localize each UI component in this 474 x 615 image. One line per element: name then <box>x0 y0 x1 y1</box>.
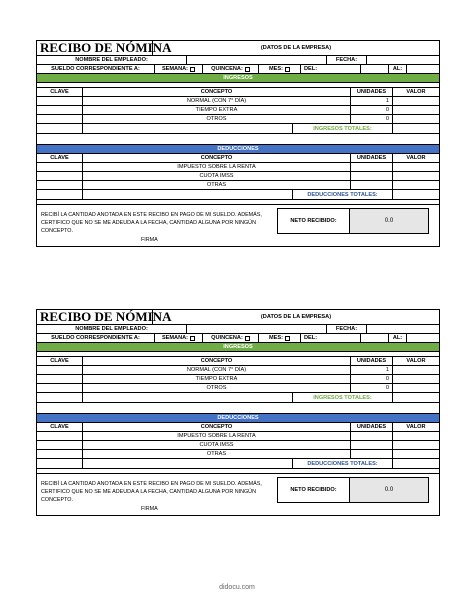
col-unidades: UNIDADES <box>351 357 393 365</box>
from-label: DEL: <box>304 335 318 341</box>
clave-cell[interactable] <box>37 172 83 180</box>
monthly-label: MES: <box>269 335 283 341</box>
clave-cell[interactable] <box>37 432 83 440</box>
date-label: FECHA: <box>327 56 367 64</box>
weekly-label: SEMANA: <box>161 66 189 72</box>
receipt-title: RECIBO DE NÓMINA <box>37 310 153 324</box>
employee-label: NOMBRE DEL EMPLEADO: <box>37 56 187 64</box>
col-valor: VALOR <box>406 358 426 364</box>
net-received-label: NETO RECIBIDO: <box>278 209 350 233</box>
clave-cell[interactable] <box>37 366 83 374</box>
table-row <box>36 450 440 459</box>
col-valor: VALOR <box>406 424 426 430</box>
concepto-cell: CUOTA IMSS <box>83 441 351 449</box>
date-label: FECHA: <box>327 325 367 333</box>
concepto-cell: TIEMPO EXTRA <box>83 375 351 383</box>
unidades-cell[interactable] <box>351 163 393 171</box>
signature-label: FIRMA <box>141 237 158 243</box>
unidades-cell[interactable] <box>351 172 393 180</box>
deducciones-total-row <box>36 190 440 200</box>
col-concepto: CONCEPTO <box>83 154 351 162</box>
weekly-option[interactable] <box>155 334 203 342</box>
deducciones-rows <box>36 163 440 190</box>
unidades-cell: 0 <box>351 106 393 114</box>
ingresos-total-row <box>36 393 440 403</box>
valor-cell[interactable] <box>393 163 439 171</box>
ingresos-total-label: INGRESOS TOTALES: <box>293 393 393 402</box>
concepto-cell: IMPUESTO SOBRE LA RENTA <box>83 163 351 171</box>
deducciones-header-row <box>36 145 440 154</box>
valor-cell[interactable] <box>393 181 439 189</box>
date-field[interactable] <box>367 325 439 333</box>
unidades-cell: 0 <box>351 375 393 383</box>
biweekly-label: QUINCENA: <box>211 335 243 341</box>
unidades-cell: 0 <box>351 384 393 392</box>
valor-cell[interactable] <box>393 384 439 392</box>
ingresos-rows <box>36 97 440 124</box>
concepto-cell: NORMAL (CON 7° DÍA) <box>83 97 351 105</box>
col-clave: CLAVE <box>37 423 83 431</box>
weekly-option[interactable] <box>155 65 203 73</box>
valor-cell[interactable] <box>393 432 439 440</box>
unidades-cell[interactable] <box>351 181 393 189</box>
net-received-value[interactable]: 0.0 <box>350 478 428 502</box>
signature-label: FIRMA <box>141 506 158 512</box>
table-row <box>36 375 440 384</box>
concepto-cell: OTROS <box>83 115 351 123</box>
biweekly-option[interactable] <box>203 334 259 342</box>
deducciones-header: DEDUCCIONES <box>37 145 439 153</box>
concepto-cell: OTRAS <box>83 450 351 458</box>
col-clave: CLAVE <box>37 154 83 162</box>
valor-cell[interactable] <box>393 375 439 383</box>
clave-cell[interactable] <box>37 115 83 123</box>
to-label: AL: <box>389 334 407 342</box>
footer <box>36 205 440 247</box>
biweekly-option[interactable] <box>203 65 259 73</box>
ingresos-columns-row <box>36 88 440 97</box>
col-clave: CLAVE <box>37 88 83 96</box>
footer <box>36 474 440 516</box>
unidades-cell[interactable] <box>351 441 393 449</box>
receipt-title: RECIBO DE NÓMINA <box>37 41 153 55</box>
clave-cell[interactable] <box>37 163 83 171</box>
deducciones-total-label: DEDUCCIONES TOTALES: <box>293 190 393 199</box>
col-unidades: UNIDADES <box>351 154 393 162</box>
ingresos-header-row <box>36 343 440 352</box>
to-label: AL: <box>389 65 407 73</box>
ingresos-total-value[interactable] <box>393 124 439 133</box>
employee-row <box>36 56 440 65</box>
col-valor: VALOR <box>406 89 426 95</box>
table-row <box>36 163 440 172</box>
clave-cell[interactable] <box>37 441 83 449</box>
date-field[interactable] <box>367 56 439 64</box>
table-row <box>36 172 440 181</box>
col-unidades: UNIDADES <box>351 88 393 96</box>
monthly-option[interactable] <box>259 65 301 73</box>
deducciones-columns-row <box>36 154 440 163</box>
to-field[interactable] <box>407 65 439 73</box>
net-received-box <box>277 208 429 234</box>
unidades-cell[interactable] <box>351 432 393 440</box>
period-row <box>36 334 440 343</box>
table-row <box>36 384 440 393</box>
ingresos-total-value[interactable] <box>393 393 439 402</box>
concepto-cell: TIEMPO EXTRA <box>83 106 351 114</box>
biweekly-checkbox[interactable] <box>245 67 250 72</box>
concepto-cell: CUOTA IMSS <box>83 172 351 180</box>
clave-cell[interactable] <box>37 450 83 458</box>
biweekly-checkbox[interactable] <box>245 336 250 341</box>
deducciones-total-value[interactable] <box>393 459 439 468</box>
clave-cell[interactable] <box>37 97 83 105</box>
unidades-cell: 1 <box>351 366 393 374</box>
unidades-cell: 0 <box>351 115 393 123</box>
deducciones-total-row <box>36 459 440 469</box>
biweekly-label: QUINCENA: <box>211 66 243 72</box>
from-cell[interactable] <box>301 65 361 73</box>
header-row <box>36 309 440 325</box>
unidades-cell[interactable] <box>351 450 393 458</box>
deducciones-header-row <box>36 414 440 423</box>
net-received-value[interactable]: 0.0 <box>350 209 428 233</box>
col-concepto: CONCEPTO <box>83 88 351 96</box>
ingresos-header: INGRESOS <box>37 343 439 351</box>
concepto-cell: IMPUESTO SOBRE LA RENTA <box>83 432 351 440</box>
spacer <box>36 134 440 145</box>
unidades-cell: 1 <box>351 97 393 105</box>
from-field[interactable] <box>361 65 389 73</box>
net-received-box <box>277 477 429 503</box>
employee-row <box>36 325 440 334</box>
period-label: SUELDO CORRESPONDIENTE A: <box>37 65 155 73</box>
table-row <box>36 115 440 124</box>
clave-cell[interactable] <box>37 106 83 114</box>
valor-cell[interactable] <box>393 441 439 449</box>
deducciones-header: DEDUCCIONES <box>37 414 439 422</box>
col-valor: VALOR <box>406 155 426 161</box>
table-row <box>36 441 440 450</box>
monthly-label: MES: <box>269 66 283 72</box>
table-row <box>36 366 440 375</box>
period-label: SUELDO CORRESPONDIENTE A: <box>37 334 155 342</box>
concepto-cell: NORMAL (CON 7° DÍA) <box>83 366 351 374</box>
weekly-checkbox[interactable] <box>190 336 195 341</box>
payroll-receipt-2 <box>36 309 440 516</box>
employee-name-field[interactable] <box>187 325 327 333</box>
col-concepto: CONCEPTO <box>83 357 351 365</box>
valor-cell[interactable] <box>393 366 439 374</box>
monthly-checkbox[interactable] <box>285 336 290 341</box>
employee-name-field[interactable] <box>187 56 327 64</box>
table-row <box>36 106 440 115</box>
payroll-receipt-1 <box>36 40 440 247</box>
deducciones-columns-row <box>36 423 440 432</box>
table-row <box>36 97 440 106</box>
monthly-checkbox[interactable] <box>285 67 290 72</box>
table-row <box>36 432 440 441</box>
valor-cell[interactable] <box>393 450 439 458</box>
company-data: (DATOS DE LA EMPRESA) <box>260 314 332 320</box>
from-cell[interactable] <box>301 334 361 342</box>
concepto-cell: OTROS <box>83 384 351 392</box>
receipt-statement: RECIBÍ LA CANTIDAD ANOTADA EN ESTE RECIBO EN PAGO DE MI SUELDO. ADEMÁS, CERTIFICO QUE NO SE ME ADEUDA A LA FECHA, CANTIDAD ALGUNA POR NINGÚN CONCEPTO. <box>41 212 262 234</box>
clave-cell[interactable] <box>37 375 83 383</box>
deducciones-rows <box>36 432 440 459</box>
deducciones-total-value[interactable] <box>393 190 439 199</box>
ingresos-total-label: INGRESOS TOTALES: <box>293 124 393 133</box>
ingresos-header: INGRESOS <box>37 74 439 82</box>
valor-cell[interactable] <box>393 115 439 123</box>
valor-cell[interactable] <box>393 97 439 105</box>
col-clave: CLAVE <box>37 357 83 365</box>
valor-cell[interactable] <box>393 106 439 114</box>
employee-label: NOMBRE DEL EMPLEADO: <box>37 325 187 333</box>
net-received-label: NETO RECIBIDO: <box>278 478 350 502</box>
col-concepto: CONCEPTO <box>83 423 351 431</box>
watermark: didocu.com <box>219 584 255 591</box>
ingresos-rows <box>36 366 440 393</box>
ingresos-total-row <box>36 124 440 134</box>
header-row <box>36 40 440 56</box>
ingresos-columns-row <box>36 357 440 366</box>
weekly-label: SEMANA: <box>161 335 189 341</box>
deducciones-total-label: DEDUCCIONES TOTALES: <box>293 459 393 468</box>
concepto-cell: OTRAS <box>83 181 351 189</box>
company-data: (DATOS DE LA EMPRESA) <box>260 45 332 51</box>
receipt-statement: RECIBÍ LA CANTIDAD ANOTADA EN ESTE RECIBO EN PAGO DE MI SUELDO. ADEMÁS, CERTIFICO QUE NO SE ME ADEUDA A LA FECHA, CANTIDAD ALGUNA POR NINGÚN CONCEPTO. <box>41 481 262 503</box>
clave-cell[interactable] <box>37 384 83 392</box>
from-label: DEL: <box>304 66 318 72</box>
ingresos-header-row <box>36 74 440 83</box>
spacer <box>36 403 440 414</box>
weekly-checkbox[interactable] <box>190 67 195 72</box>
monthly-option[interactable] <box>259 334 301 342</box>
table-row <box>36 181 440 190</box>
period-row <box>36 65 440 74</box>
valor-cell[interactable] <box>393 172 439 180</box>
to-field[interactable] <box>407 334 439 342</box>
clave-cell[interactable] <box>37 181 83 189</box>
col-unidades: UNIDADES <box>351 423 393 431</box>
from-field[interactable] <box>361 334 389 342</box>
